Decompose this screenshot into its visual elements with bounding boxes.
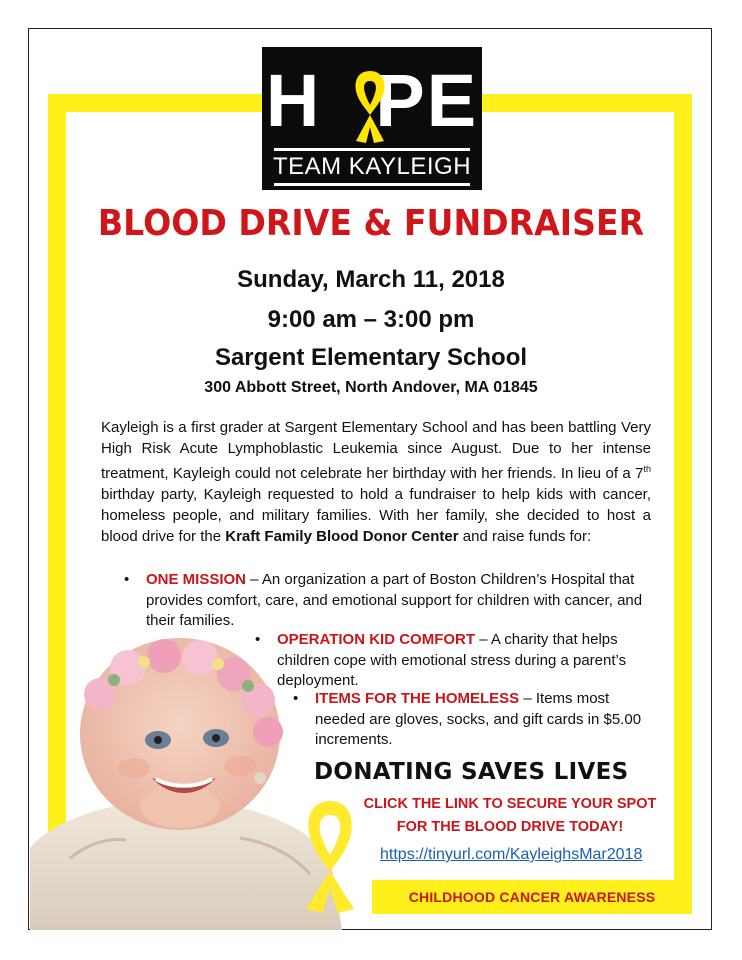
story-ordinal: th bbox=[643, 464, 651, 474]
event-venue: Sargent Elementary School bbox=[214, 344, 528, 371]
awareness-ribbon-icon bbox=[298, 797, 362, 915]
bullet-icon: • bbox=[293, 690, 299, 707]
awareness-ribbon-icon bbox=[340, 65, 400, 145]
logo-letter-h: H bbox=[265, 59, 322, 142]
logo-letters-pe: PE bbox=[375, 59, 479, 142]
childhood-cancer-awareness-banner: CHILDHOOD CANCER AWARENESS bbox=[408, 889, 656, 905]
donating-saves-lives-heading: DONATING SAVES LIVES bbox=[314, 759, 629, 785]
cause-description: – An organization a part of Boston Children’s Hospital that provides comfort, care, and emotional support for children with cancer, and their families. bbox=[146, 571, 643, 629]
child-photo bbox=[30, 628, 342, 930]
cause-item-one-mission bbox=[124, 570, 646, 632]
logo-rule-top bbox=[274, 148, 470, 151]
story-part-2: birthday party, Kayleigh requested to hold a fundraiser to help kids with cancer, homeless people, and military families. With her family, she decided to host a blood drive for the bbox=[101, 486, 651, 545]
logo-subtitle: TEAM KAYLEIGH bbox=[272, 153, 472, 180]
bullet-icon: • bbox=[255, 631, 261, 648]
event-time: 9:00 am – 3:00 pm bbox=[267, 306, 475, 333]
event-date: Sunday, March 11, 2018 bbox=[237, 266, 505, 293]
cause-item-items-for-homeless bbox=[293, 689, 650, 751]
cause-name: ONE MISSION bbox=[146, 571, 247, 588]
cause-name: OPERATION KID COMFORT bbox=[277, 631, 476, 648]
event-address: 300 Abbott Street, North Andover, MA 01845 bbox=[204, 379, 538, 396]
hope-logo bbox=[262, 47, 482, 190]
cta-line-2: FOR THE BLOOD DRIVE TODAY! bbox=[396, 819, 624, 835]
story-part-1: Kayleigh is a first grader at Sargent Elementary School and has been battling Very High Risk Acute Lymphoblastic Leukemia since August. Due to her intense treatment, Kayleigh could not celebrate her birthday with her friends. In lieu of a 7 bbox=[101, 419, 651, 482]
event-title: BLOOD DRIVE & FUNDRAISER bbox=[97, 203, 645, 244]
logo-rule-bottom bbox=[274, 183, 470, 186]
registration-link[interactable]: https://tinyurl.com/KayleighsMar2018 bbox=[380, 846, 643, 863]
bullet-icon: • bbox=[124, 571, 130, 588]
story-paragraph bbox=[101, 417, 651, 547]
cta-line-1: CLICK THE LINK TO SECURE YOUR SPOT bbox=[363, 796, 657, 812]
story-part-3: and raise funds for: bbox=[458, 528, 592, 545]
cause-description: – A charity that helps children cope with emotional stress during a parent’s deployment. bbox=[277, 631, 627, 689]
cause-description: – Items most needed are gloves, socks, and gift cards in $5.00 increments. bbox=[315, 690, 642, 748]
donor-center-name: Kraft Family Blood Donor Center bbox=[225, 528, 459, 545]
cause-name: ITEMS FOR THE HOMELESS bbox=[315, 690, 520, 707]
